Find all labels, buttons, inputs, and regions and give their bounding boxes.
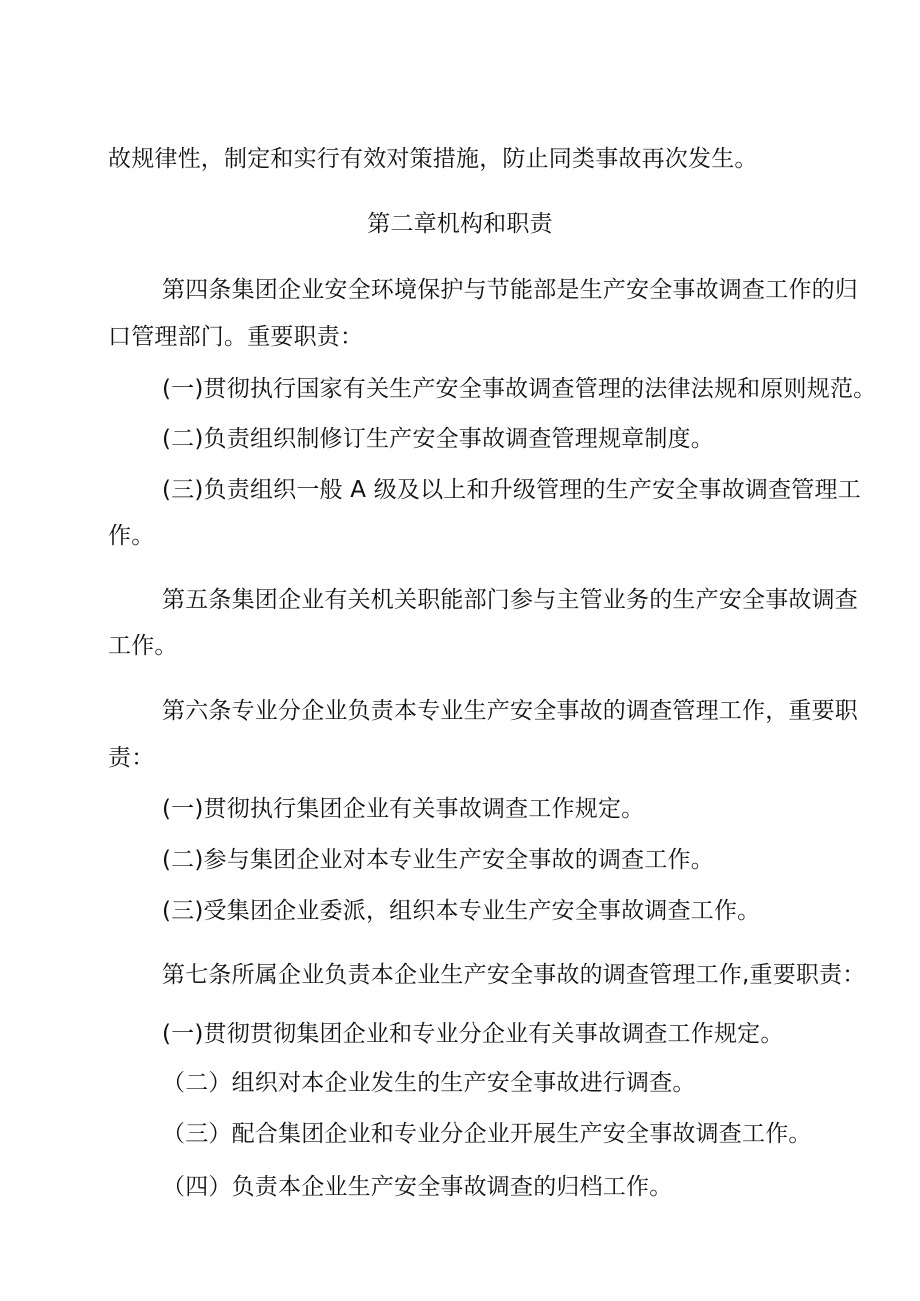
paragraph-line: 第五条集团企业有关机关职能部门参与主管业务的生产安全事故调查 <box>162 587 858 613</box>
paragraph-line: 第七条所属企业负责本企业生产安全事故的调查管理工作,重要职责： <box>162 962 866 988</box>
list-item: (一)贯彻执行国家有关生产安全事故调查管理的法律法规和原则规范。 <box>162 376 877 402</box>
list-item: （三）配合集团企业和专业分企业开展生产安全事故调查工作。 <box>162 1121 812 1147</box>
paragraph-line: 口管理部门。重要职责： <box>108 324 364 350</box>
paragraph-line: 第六条专业分企业负责本专业生产安全事故的调查管理工作，重要职 <box>162 698 858 724</box>
list-item: (二)负责组织制修订生产安全事故调查管理规章制度。 <box>162 426 714 452</box>
paragraph-line: 工作。 <box>108 633 178 659</box>
paragraph-line: 责： <box>108 745 155 771</box>
list-item: (三)负责组织一般 A 级及以上和升级管理的生产安全事故调查管理工 <box>162 477 861 503</box>
list-item: （二）组织对本企业发生的生产安全事故进行调查。 <box>162 1070 696 1096</box>
list-item: （四）负责本企业生产安全事故调查的归档工作。 <box>162 1174 673 1200</box>
paragraph-line: 第四条集团企业安全环境保护与节能部是生产安全事故调查工作的归 <box>162 277 858 303</box>
list-item: (三)受集团企业委派，组织本专业生产安全事故调查工作。 <box>162 898 761 924</box>
list-item: (一)贯彻执行集团企业有关事故调查工作规定。 <box>162 796 645 822</box>
list-item: (一)贯彻贯彻集团企业和专业分企业有关事故调查工作规定。 <box>162 1021 784 1047</box>
list-item: (二)参与集团企业对本专业生产安全事故的调查工作。 <box>162 847 714 873</box>
paragraph-line: 作。 <box>108 523 155 549</box>
chapter-heading: 第二章机构和职责 <box>367 211 553 237</box>
paragraph-line: 故规律性，制定和实行有效对策措施，防止同类事故再次发生。 <box>108 146 758 172</box>
